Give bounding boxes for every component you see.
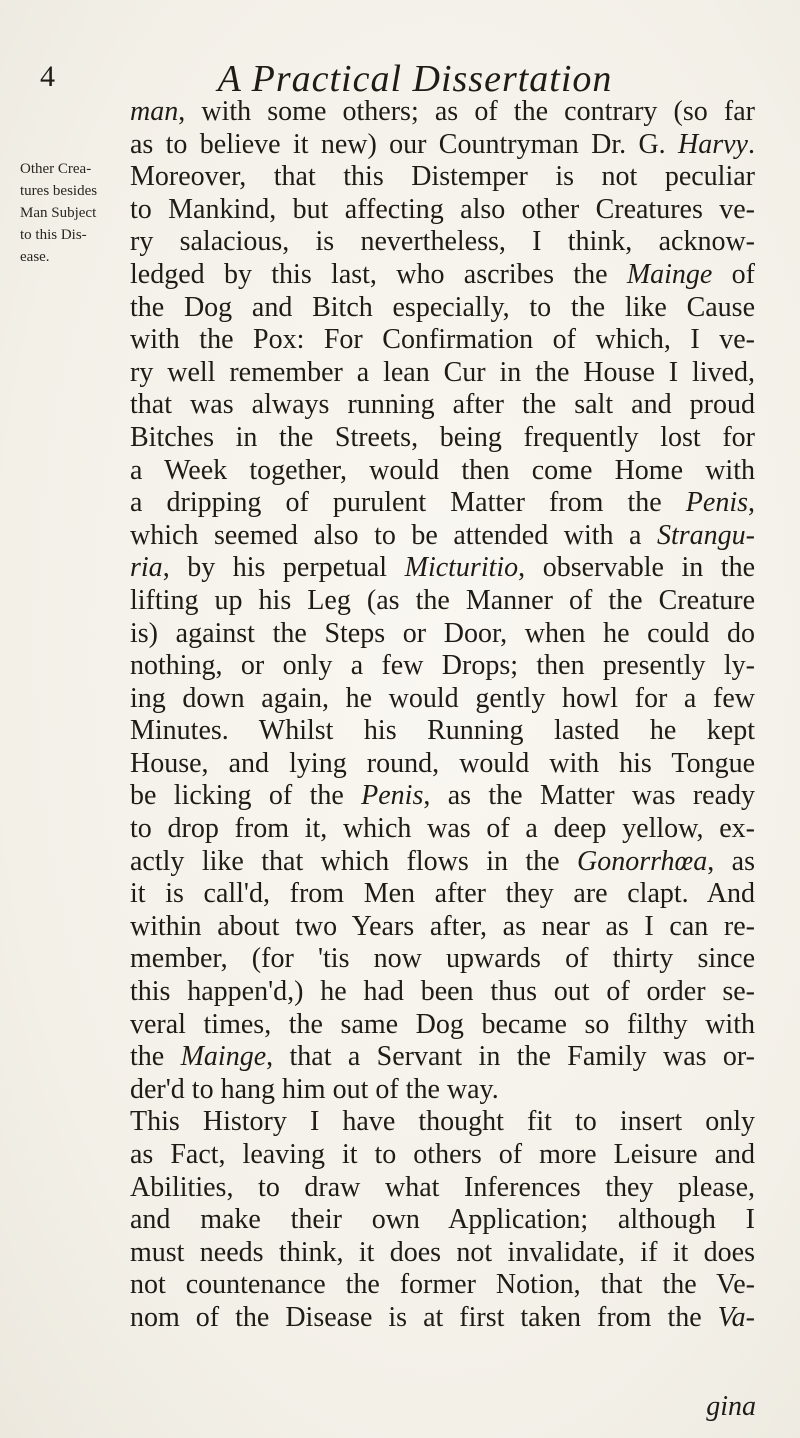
text-line: this happen'd,) he had been thus out of order se- — [130, 976, 755, 1008]
text-line: that was always running after the salt and proud — [130, 389, 755, 421]
text-line: is) against the Steps or Door, when he could do — [130, 617, 755, 649]
text-line: Abilities, to draw what Inferences they please, — [130, 1171, 755, 1203]
body-text — [130, 96, 755, 1335]
text-line: ry well remember a lean Cur in the House I lived, — [130, 356, 755, 388]
text-line: nothing, or only a few Drops; then presently ly- — [130, 650, 755, 682]
text-line: within about two Years after, as near as I can re- — [130, 910, 755, 942]
text-line: This History I have thought fit to insert only — [130, 1106, 755, 1138]
text-line: which seemed also to be attended with a Strangu- — [130, 519, 755, 551]
text-line: Moreover, that this Distemper is not peculiar — [130, 161, 755, 193]
margin-note-line: Man Subject — [20, 205, 97, 221]
text-line: lifting up his Leg (as the Manner of the Creature — [130, 584, 755, 616]
text-line: a Week together, would then come Home with — [130, 454, 755, 486]
text-line: with the Pox: For Confirmation of which, I ve- — [130, 324, 755, 356]
text-line: not countenance the former Notion, that the Ve- — [130, 1269, 755, 1301]
text-line: the Dog and Bitch especially, to the like Cause — [130, 291, 755, 323]
text-line: nom of the Disease is at first taken from the Va- — [130, 1301, 755, 1333]
margin-note-line: to this Dis- — [20, 227, 87, 243]
margin-note — [20, 158, 108, 268]
text-line: be licking of the Penis, as the Matter was ready — [130, 780, 756, 812]
text-line: ledged by this last, who ascribes the Mainge of — [130, 258, 755, 290]
text-line: der'd to hang him out of the way. — [130, 1073, 499, 1105]
text-line: member, (for 'tis now upwards of thirty since — [130, 943, 755, 975]
text-line: Minutes. Whilst his Running lasted he kept — [130, 715, 755, 747]
text-line: as to believe it new) our Countryman Dr. G. Harvy. — [130, 128, 755, 160]
text-line: and make their own Application; although I — [130, 1204, 755, 1236]
running-title: A Practical Dissertation — [217, 58, 613, 100]
text-line: man, with some others; as of the contrary (so far — [130, 96, 755, 127]
text-line: to drop from it, which was of a deep yellow, ex- — [130, 813, 755, 845]
catchword: gina — [706, 1391, 756, 1422]
text-line: it is call'd, from Men after they are clapt. And — [130, 878, 755, 910]
margin-note-line: Other Crea- — [20, 161, 92, 177]
text-line: must needs think, it does not invalidate, if it does — [130, 1236, 755, 1268]
text-line: a dripping of purulent Matter from the Penis, — [130, 487, 755, 519]
margin-note-line: ease. — [20, 249, 50, 265]
margin-note-line: tures besides — [20, 183, 98, 199]
text-line: Bitches in the Streets, being frequently lost for — [130, 421, 755, 453]
text-line: ry salacious, is nevertheless, I think, acknow- — [130, 226, 755, 258]
text-line: House, and lying round, would with his Tongue — [130, 747, 755, 779]
text-line: the Mainge, that a Servant in the Family was or- — [130, 1041, 755, 1073]
text-line: ing down again, he would gently howl for a few — [130, 682, 755, 714]
text-line: as Fact, leaving it to others of more Leisure and — [130, 1139, 755, 1170]
page-number: 4 — [40, 60, 55, 93]
text-line: ria, by his perpetual Micturitio, observable in the — [130, 552, 756, 584]
text-line: veral times, the same Dog became so filthy with — [130, 1008, 755, 1040]
text-line: to Mankind, but affecting also other Creatures ve- — [130, 193, 755, 225]
text-line: actly like that which flows in the Gonorrhœa, as — [130, 845, 755, 877]
